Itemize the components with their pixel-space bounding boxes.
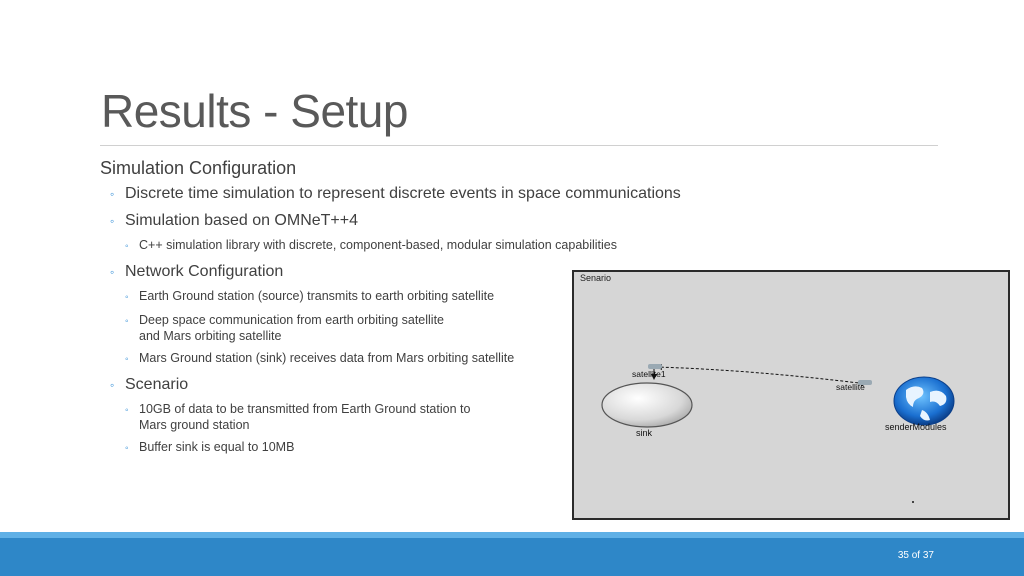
sink-label: sink	[636, 428, 653, 438]
bullet-text: C++ simulation library with discrete, component-based, modular simulation capabilities	[139, 238, 618, 252]
bullet-text: Buffer sink is equal to 10MB	[139, 440, 295, 454]
slide-title: Results - Setup	[101, 85, 408, 137]
bullet-icon: ◦	[125, 443, 129, 454]
bullet-text: Network Configuration	[125, 263, 284, 280]
panel-title: Senario	[580, 273, 612, 283]
sender-label: senderModules	[885, 422, 947, 432]
page-number: 35 of 37	[897, 550, 934, 561]
simulation-screenshot	[572, 270, 1010, 520]
satellite-label: satellite	[836, 382, 865, 392]
bullet-icon: ◦	[110, 378, 115, 392]
satellite1-label: satellite1	[632, 369, 666, 379]
title-divider	[100, 145, 938, 146]
bullet-text: Mars Ground station (sink) receives data from Mars orbiting satellite	[139, 351, 515, 365]
bullet-omnet	[100, 212, 760, 230]
sink-node	[602, 383, 692, 427]
section-heading: Simulation Configuration	[100, 158, 297, 178]
bullet-text-line2: Mars ground station	[139, 418, 250, 432]
bullet-icon: ◦	[125, 405, 129, 416]
bullet-icon: ◦	[110, 214, 115, 228]
bullet-text: Earth Ground station (source) transmits to earth orbiting satellite	[139, 289, 495, 303]
bullet-text-line2: and Mars orbiting satellite	[139, 329, 282, 343]
bullet-icon: ◦	[125, 292, 129, 303]
sub-bullet-omnet	[100, 237, 760, 255]
bullet-text: Simulation based on OMNeT++4	[125, 212, 359, 229]
bullet-text: Discrete time simulation to represent discrete events in space communications	[125, 185, 681, 202]
bullet-icon: ◦	[110, 265, 115, 279]
bullet-text-line1: Deep space communication from earth orbiting satellite	[139, 313, 445, 327]
bullet-discrete	[100, 185, 760, 203]
bullet-icon: ◦	[125, 354, 129, 365]
bullet-text: Scenario	[125, 376, 189, 393]
bullet-icon: ◦	[125, 316, 129, 327]
bullet-icon: ◦	[125, 241, 129, 252]
bullet-icon: ◦	[110, 187, 115, 201]
footer-bar	[0, 538, 1024, 576]
marker-dot	[912, 501, 914, 503]
bullet-text-line1: 10GB of data to be transmitted from Earth Ground station to	[139, 402, 471, 416]
simulation-network-diagram	[574, 272, 1008, 518]
